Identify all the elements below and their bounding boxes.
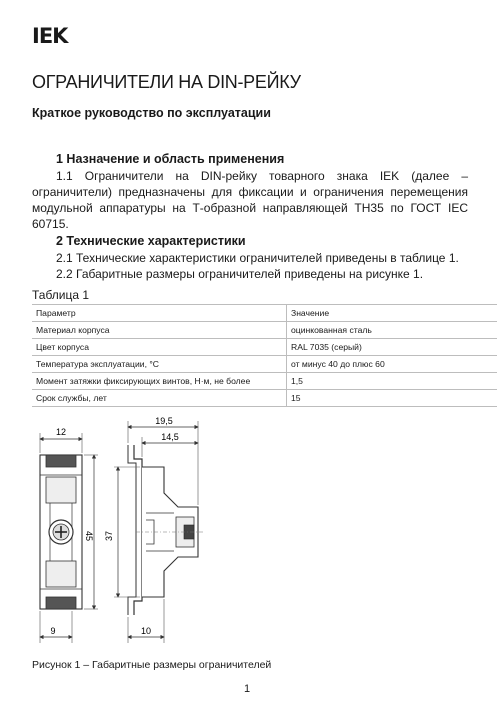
document-subtitle: Краткое руководство по эксплуатации xyxy=(32,106,271,120)
table-row xyxy=(32,373,497,390)
table-row xyxy=(32,339,497,356)
dim-front-height: 45 xyxy=(84,530,94,542)
table-row xyxy=(32,390,497,407)
section-1-heading: 1 Назначение и область применения xyxy=(56,152,285,166)
table-cell: 15 xyxy=(287,390,498,407)
front-view xyxy=(40,427,98,643)
figure-caption: Рисунок 1 – Габаритные размеры ограничителей xyxy=(32,659,272,671)
table-row xyxy=(32,322,497,339)
page-number: 1 xyxy=(244,683,251,695)
table-header-row xyxy=(32,305,497,322)
dim-front-width-top: 12 xyxy=(55,427,67,437)
section-2-heading: 2 Технические характеристики xyxy=(56,234,246,248)
iek-logo: IEK xyxy=(32,24,68,48)
section-2-item-2-text: 2.2 Габаритные размеры ограничителей приведены на рисунке 1. xyxy=(56,267,424,281)
table-cell: Материал корпуса xyxy=(32,322,287,339)
dim-side-width-bottom: 10 xyxy=(140,626,152,636)
section-2-item-2 xyxy=(32,266,468,282)
table-header-cell: Значение xyxy=(287,305,498,322)
table-cell: Цвет корпуса xyxy=(32,339,287,356)
document-title: ОГРАНИЧИТЕЛИ НА DIN-РЕЙКУ xyxy=(32,72,301,92)
dim-front-width-bottom: 9 xyxy=(50,626,56,636)
table-cell: Срок службы, лет xyxy=(32,390,287,407)
spec-table xyxy=(32,304,497,407)
table-cell: Момент затяжки фиксирующих винтов, Н·м, не более xyxy=(32,373,287,390)
dim-side-height: 37 xyxy=(104,530,114,542)
table-caption: Таблица 1 xyxy=(32,288,90,302)
table-cell: Температура эксплуатации, °С xyxy=(32,356,287,373)
dim-side-width-inner: 14,5 xyxy=(161,432,179,442)
table-cell: оцинкованная сталь xyxy=(287,322,498,339)
dimension-drawing xyxy=(28,415,228,650)
table-header-cell: Параметр xyxy=(32,305,287,322)
section-2-item-1-text: 2.1 Технические характеристики ограничителей приведены в таблице 1. xyxy=(56,251,459,265)
table-cell: RAL 7035 (серый) xyxy=(287,339,498,356)
section-1-text: 1.1 Ограничители на DIN-рейку товарного знака IEK (далее – ограничители) предназначены для фиксации и ограничения перемещения модульной аппаратуры на Т-образной направляющей ТН35 по ГОСТ IEC 60715. xyxy=(32,169,468,231)
table-row xyxy=(32,356,497,373)
side-view xyxy=(104,416,204,643)
table-cell: 1,5 xyxy=(287,373,498,390)
table-cell: от минус 40 до плюс 60 xyxy=(287,356,498,373)
dim-side-width-total: 19,5 xyxy=(155,416,173,426)
section-1-paragraph xyxy=(32,168,468,232)
section-2-item-1 xyxy=(32,250,468,266)
